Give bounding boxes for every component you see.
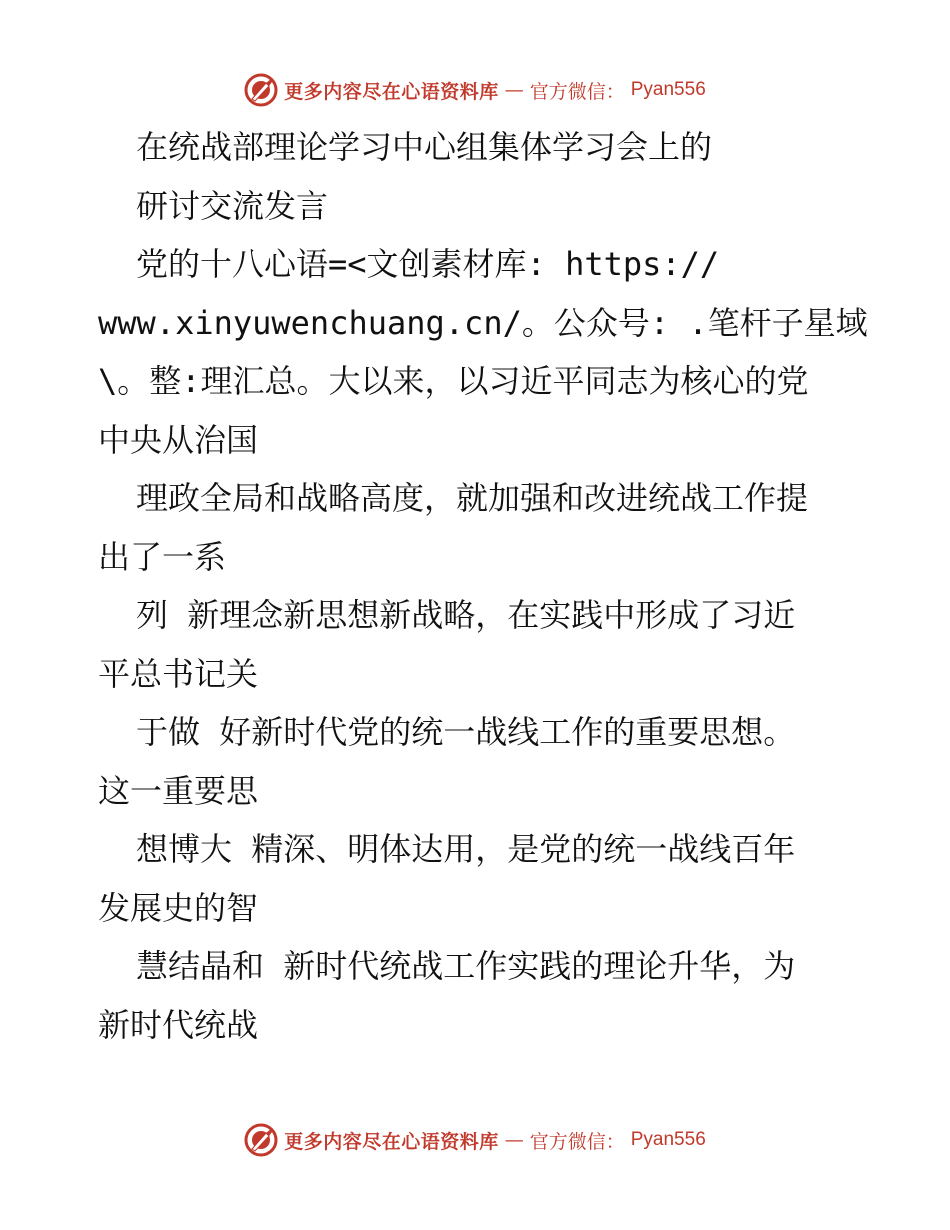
text-line: 中央从治国 — [98, 420, 259, 459]
text-line: 研讨交流发言 — [136, 186, 329, 225]
watermark-wechat-label: 官方微信： — [529, 1130, 625, 1153]
text-line: 理政全局和战略高度，就加强和改进统战工作提 — [136, 479, 809, 517]
text-line: 党的十八心语=<文创素材库: https:// — [136, 245, 720, 283]
text-line: 平总书记关 — [98, 654, 259, 693]
text-line: 这一重要思 — [98, 771, 259, 810]
text-line: www.xinyuwenchuang.cn/。公众号: .笔杆子星域 — [98, 303, 868, 342]
text-line: 在统战部理论学习中心组集体学习会上的 — [136, 128, 713, 166]
watermark-wechat-id: Pyan556 — [630, 1129, 706, 1150]
text-line: 发展史的智 — [98, 888, 259, 927]
text-line: 列 新理念新思想新战略，在实践中形成了习近 — [136, 596, 796, 634]
watermark-text: 更多内容尽在心语资料库 — [284, 1130, 499, 1153]
watermark-wechat-label: 官方微信： — [529, 80, 625, 103]
pen-logo-icon — [244, 73, 278, 107]
watermark-dash: — — [504, 1129, 524, 1151]
watermark-dash: — — [504, 79, 524, 101]
text-line: 出了一系 — [98, 537, 227, 576]
pen-logo-icon — [244, 1123, 278, 1157]
text-line: 想博大 精深、明体达用，是党的统一战线百年 — [136, 830, 796, 868]
text-line: 慧结晶和 新时代统战工作实践的理论升华，为 — [136, 947, 796, 985]
header-watermark — [0, 70, 950, 110]
watermark-text: 更多内容尽在心语资料库 — [284, 80, 499, 103]
watermark-wechat-id: Pyan556 — [630, 79, 706, 100]
document-body — [98, 118, 868, 1054]
text-line: 于做 好新时代党的统一战线工作的重要思想。 — [136, 713, 796, 751]
text-line: 新时代统战 — [98, 1005, 259, 1044]
footer-watermark — [0, 1120, 950, 1160]
text-line: \。整:理汇总。大以来，以习近平同志为核心的党 — [98, 362, 809, 400]
